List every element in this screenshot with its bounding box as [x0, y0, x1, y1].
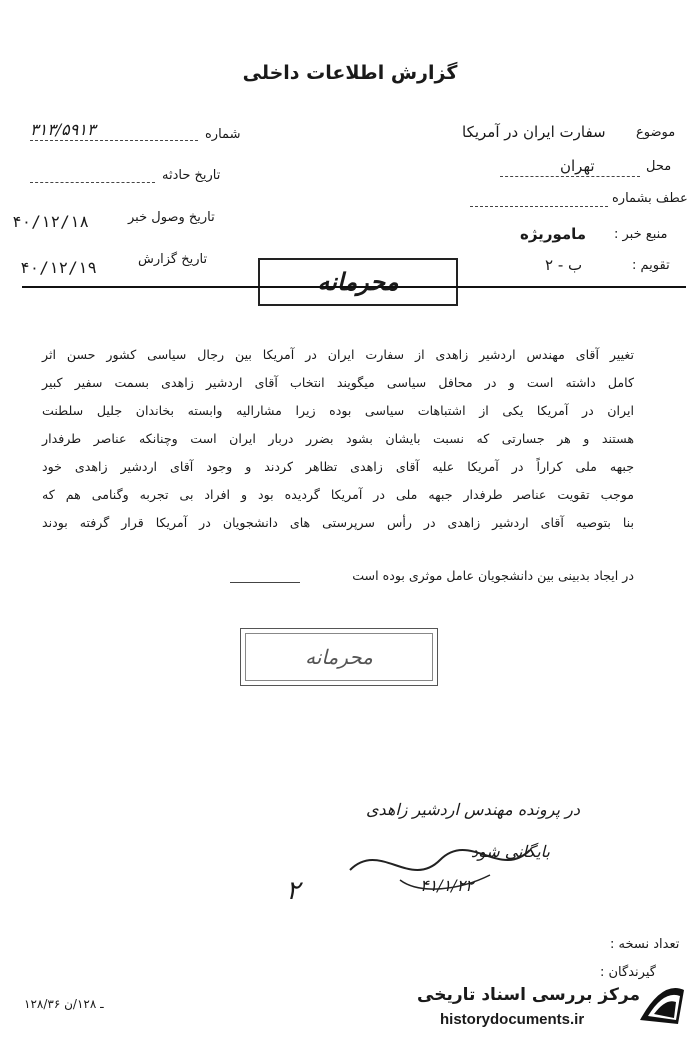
handwritten-note-line: در پرونده مهندس اردشیر زاهدی [365, 800, 580, 819]
signature-icon [340, 830, 540, 900]
body-line: کامل داشته است و در محافل سیاسی میگویند انتخاب آقای اردشیر زاهدی بسمت سفیر کبیر [42, 375, 634, 390]
archive-code: ۱۲۸/۳۶ ـ ۱۲۸/ن [24, 997, 104, 1011]
copies-label: تعداد نسخه : [610, 937, 680, 952]
document-title: گزارش اطلاعات داخلی [242, 62, 458, 84]
body-line: جبهه ملی کراراً در آمریکا علیه آقای زاهدی تظاهر کردند و وجود آقای اردشیر زاهدی خود [42, 459, 634, 474]
report-date-value: ۴۰/۱۲/۱۹ [20, 258, 98, 277]
location-label: محل [646, 159, 672, 174]
subject-value: سفارت ایران در آمریکا [462, 123, 606, 141]
body-line: تغییر آقای مهندس اردشیر زاهدی از سفارت ایران در آمریکا بین رجال سیاسی کشور حسن اثر [42, 347, 634, 362]
source-label: منبع خبر : [614, 227, 668, 242]
confidential-stamp-bottom: محرمانه [240, 628, 438, 686]
reference-label: عطف بشماره [612, 191, 688, 206]
header-divider [22, 286, 686, 288]
watermark-name: مرکز بررسی اسناد تاریخی [417, 985, 640, 1005]
report-date-label: تاریخ گزارش [138, 252, 208, 267]
source-value: ماموریژه [520, 225, 587, 243]
subject-label: موضوع [636, 125, 676, 140]
evaluation-value: ب - ۲ [545, 256, 583, 274]
evaluation-label: تقویم : [632, 258, 670, 273]
body-line: هستند و هر جسارتی که نسبت بایشان بشود بضرر دربار ایران است وچنانکه عناصر طرفدار [42, 431, 634, 446]
number-value: ۳۱۳/۵۹۱۳ [30, 120, 96, 139]
handwritten-note-line: بایگانی شود [470, 842, 550, 861]
body-line: در ایجاد بدبینی بین دانشجویان عامل موثری بوده است [352, 568, 634, 583]
margin-number: ۲ [286, 876, 300, 906]
location-value: تهران [560, 157, 595, 175]
receipt-date-value: ۴۰/۱۲/۱۸ [12, 212, 90, 231]
watermark-url: historydocuments.ir [440, 1011, 585, 1028]
receipt-date-label: تاریخ وصول خبر [128, 210, 215, 225]
archive-logo-icon [634, 980, 690, 1030]
body-line: ایران در آمریکا یکی از اشتباهات سیاسی بوده زیرا مشارالیه وابسته بخاندان جلیل سلطنت [42, 403, 634, 418]
body-line: بنا بتوصیه آقای اردشیر زاهدی در رأس سرپرستی های دانشجویان در آمریکا قرار گرفته بودند [42, 515, 634, 530]
confidential-stamp-top: محرمانه [258, 258, 458, 306]
incident-date-label: تاریخ حادثه [162, 168, 221, 183]
recipients-label: گیرندگان : [600, 965, 656, 980]
handwritten-note-date: ۴۱/۱/۲۲ [420, 876, 474, 895]
body-line: موجب تقویت عناصر طرفدار جبهه ملی در آمریکا گردیده بود و افراد بی تجربه وگنامی هم که [42, 487, 634, 502]
number-label: شماره [205, 127, 241, 142]
